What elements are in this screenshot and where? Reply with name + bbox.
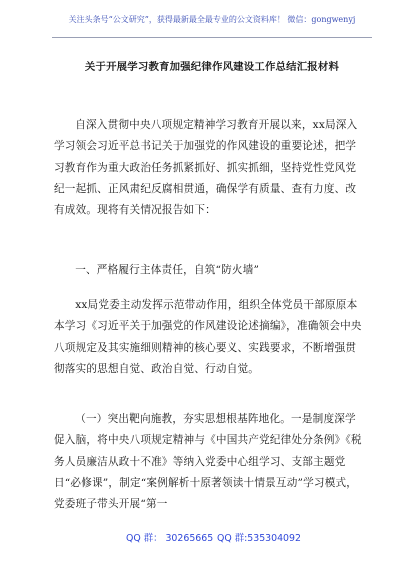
header-divider: [52, 37, 372, 38]
paragraph-section-1: xx局党委主动发挥示范带动作用，组织全体党员干部原原本本学习《习近平关于加强党的作风建设论述摘编》，准确领会中央八项规定及其实施细则精神的核心要义、实践要求，不断增强贯彻落实的思想自觉、政治自觉、行动自觉。: [54, 299, 362, 375]
header-banner: 关注头条号“公文研究”，获得最新最全最专业的公文资料库！ 微信：gongwenyj: [68, 15, 356, 24]
footer-qq-group-1: QQ 群： 30265665: [126, 533, 214, 544]
footer-qq-group-2: QQ 群:535304092: [217, 533, 301, 544]
paragraph-subsection-1: （一）突出靶向施教，夯实思想根基阵地化。一是制度深学促入脑，将中央八项规定精神与《中国共产党纪律处分条例》《税务人员廉洁从政十不准》等纳入党委中心组学习、支部主题党日“必修课”，制定“案例解析十原著领读十情景互动”学习模式，党委班子带头开展“第一: [54, 413, 362, 511]
paragraph-intro: 自深入贯彻中央八项规定精神学习教育开展以来，xx局深入学习领会习近平总书记关于加强党的作风建设的重要论述，把学习教育作为重大政治任务抓紧抓好、抓实抓细，坚持党性党风党纪一起抓、正风肃纪反腐相贯通，确保学有质量、查有力度、改有成效。现将有关情况报告如下：: [54, 119, 358, 217]
document-title: 关于开展学习教育加强纪律作风建设工作总结汇报材料: [84, 61, 340, 73]
section-heading-1: 一、严格履行主体责任，自筑“防火墙”: [75, 264, 260, 276]
